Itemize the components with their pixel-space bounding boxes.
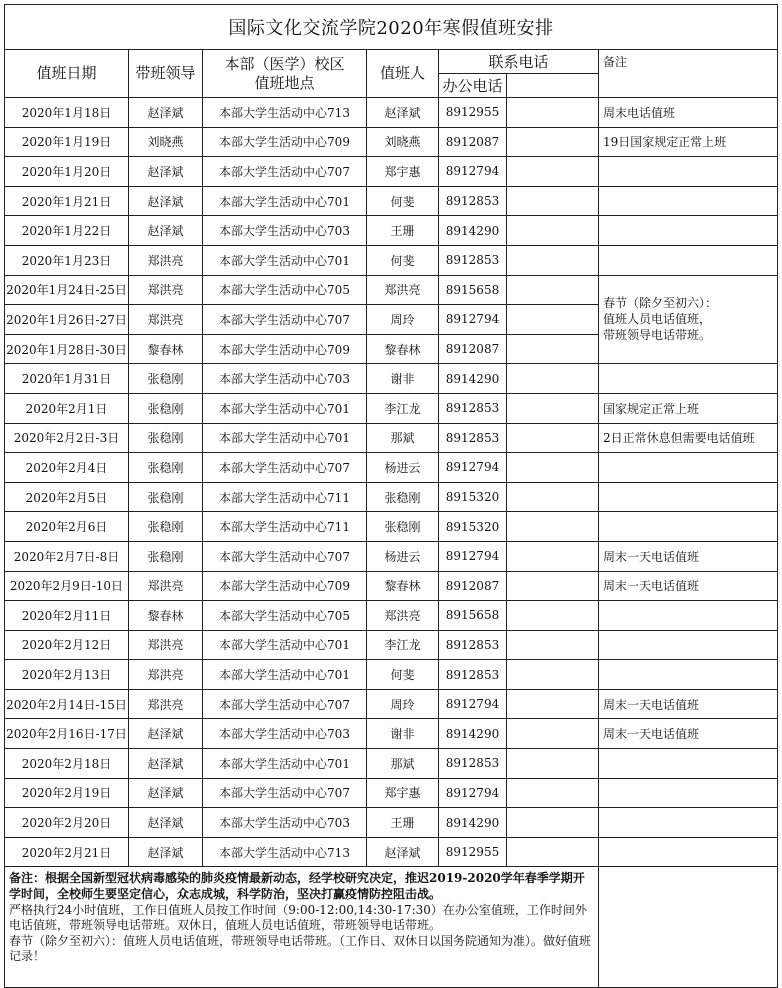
duty-location: 本部大学生活动中心713 [203,98,367,128]
table-row [5,482,778,512]
office-phone: 8915320 [439,512,507,542]
duty-staff: 那斌 [367,423,439,453]
duty-location: 本部大学生活动中心707 [203,305,367,335]
table-row [5,216,778,246]
duty-date: 2020年2月9日-10日 [5,571,129,601]
duty-location: 本部大学生活动中心711 [203,482,367,512]
header-blank [507,74,599,98]
office-phone: 8912853 [439,393,507,423]
duty-date: 2020年2月14日-15日 [5,689,129,719]
duty-location: 本部大学生活动中心701 [203,393,367,423]
duty-staff: 杨进云 [367,541,439,571]
duty-location: 本部大学生活动中心713 [203,837,367,867]
duty-location: 本部大学生活动中心703 [203,364,367,394]
table-row [5,393,778,423]
duty-leader: 郑洪亮 [129,245,203,275]
duty-leader: 郑洪亮 [129,275,203,305]
duty-staff: 那斌 [367,749,439,779]
header-location-line1: 本部（医学）校区 [224,54,345,73]
phone-blank [507,749,599,779]
duty-staff: 何斐 [367,660,439,690]
phone-blank [507,98,599,128]
duty-remark: 周末一天电话值班 [599,541,778,571]
duty-date: 2020年1月21日 [5,186,129,216]
duty-staff: 郑宇惠 [367,778,439,808]
duty-staff: 何斐 [367,245,439,275]
office-phone: 8912794 [439,453,507,483]
phone-blank [507,186,599,216]
office-phone: 8912087 [439,127,507,157]
duty-staff: 周玲 [367,689,439,719]
phone-blank [507,482,599,512]
duty-location: 本部大学生活动中心709 [203,127,367,157]
duty-staff: 郑洪亮 [367,275,439,305]
duty-leader: 张稳刚 [129,364,203,394]
table-row [5,512,778,542]
duty-remark: 19日国家规定正常上班 [599,127,778,157]
duty-date: 2020年2月13日 [5,660,129,690]
duty-date: 2020年2月2日-3日 [5,423,129,453]
office-phone: 8912853 [439,186,507,216]
duty-remark [599,512,778,542]
table-row [5,186,778,216]
duty-date: 2020年2月11日 [5,601,129,631]
duty-staff: 赵泽斌 [367,98,439,128]
duty-remark [599,749,778,779]
footer-notice-bold: 备注：根据全国新型冠状病毒感染的肺炎疫情最新动态，经学校研究决定，推迟2019-2020学年春季学期开学时间，全校师生要坚定信心，众志成城，科学防治，坚决打赢疫情防控阻击战。 [9,871,585,902]
duty-staff: 李江龙 [367,630,439,660]
duty-location: 本部大学生活动中心709 [203,571,367,601]
duty-staff: 王珊 [367,216,439,246]
duty-remark [599,245,778,275]
duty-date: 2020年2月12日 [5,630,129,660]
office-phone: 8912853 [439,660,507,690]
duty-leader: 赵泽斌 [129,808,203,838]
duty-staff: 张稳刚 [367,482,439,512]
duty-leader: 张稳刚 [129,453,203,483]
duty-location: 本部大学生活动中心707 [203,689,367,719]
phone-blank [507,601,599,631]
table-row [5,423,778,453]
duty-location: 本部大学生活动中心703 [203,719,367,749]
duty-remark [599,837,778,867]
duty-leader: 赵泽斌 [129,216,203,246]
table-row [5,157,778,187]
duty-staff: 谢非 [367,719,439,749]
table-row [5,364,778,394]
phone-blank [507,660,599,690]
duty-location: 本部大学生活动中心707 [203,157,367,187]
duty-date: 2020年2月21日 [5,837,129,867]
duty-staff: 杨进云 [367,453,439,483]
duty-leader: 刘晓燕 [129,127,203,157]
duty-remark [599,186,778,216]
office-phone: 8912853 [439,245,507,275]
duty-staff: 郑洪亮 [367,601,439,631]
duty-date: 2020年2月19日 [5,778,129,808]
phone-blank [507,808,599,838]
duty-leader: 张稳刚 [129,393,203,423]
duty-staff: 谢非 [367,364,439,394]
office-phone: 8912853 [439,423,507,453]
duty-date: 2020年2月6日 [5,512,129,542]
header-contact: 联系电话 [439,50,599,74]
duty-remark [599,364,778,394]
duty-date: 2020年1月24日-25日 [5,275,129,305]
duty-date: 2020年1月22日 [5,216,129,246]
office-phone: 8912794 [439,305,507,335]
phone-blank [507,157,599,187]
office-phone: 8912794 [439,541,507,571]
phone-blank [507,512,599,542]
table-row [5,837,778,867]
footer-spring-festival-rule: 春节（除夕至初六）：值班人员电话值班，带班领导电话带班。（工作日、双休日以国务院通知为准）。做好值班记录！ [9,933,592,964]
office-phone: 8915658 [439,601,507,631]
footer-notes [5,867,599,988]
duty-location: 本部大学生活动中心709 [203,334,367,364]
office-phone: 8912853 [439,749,507,779]
table-row [5,245,778,275]
duty-location: 本部大学生活动中心705 [203,275,367,305]
duty-staff: 黎春林 [367,334,439,364]
duty-staff: 赵泽斌 [367,837,439,867]
table-row [5,127,778,157]
duty-location: 本部大学生活动中心705 [203,601,367,631]
spring-festival-remark-line: 值班人员电话值班， [603,312,712,327]
duty-date: 2020年2月1日 [5,393,129,423]
duty-leader: 赵泽斌 [129,749,203,779]
phone-blank [507,364,599,394]
header-location [203,50,367,98]
spring-festival-remark [599,275,778,364]
table-row [5,453,778,483]
office-phone: 8912794 [439,778,507,808]
duty-date: 2020年1月18日 [5,98,129,128]
office-phone: 8914290 [439,719,507,749]
duty-remark: 2日正常休息但需要电话值班 [599,423,778,453]
duty-remark: 周末一天电话值班 [599,571,778,601]
duty-location: 本部大学生活动中心707 [203,453,367,483]
table-row [5,749,778,779]
duty-staff: 周玲 [367,305,439,335]
duty-remark [599,660,778,690]
duty-leader: 赵泽斌 [129,186,203,216]
duty-location: 本部大学生活动中心703 [203,216,367,246]
duty-leader: 黎春林 [129,601,203,631]
duty-leader: 张稳刚 [129,423,203,453]
table-row [5,630,778,660]
footer-duty-rule: 严格执行24小时值班，工作日值班人员按工作时间（9:00-12:00,14:30-17:30）在办公室值班，工作时间外电话值班，带班领导电话带班。双休日，值班人员电话值班，带班领导电话带班。 [9,902,587,933]
duty-leader: 郑洪亮 [129,305,203,335]
duty-remark [599,808,778,838]
phone-blank [507,541,599,571]
duty-date: 2020年2月4日 [5,453,129,483]
phone-blank [507,778,599,808]
duty-staff: 李江龙 [367,393,439,423]
duty-leader: 张稳刚 [129,541,203,571]
duty-date: 2020年2月20日 [5,808,129,838]
office-phone: 8912955 [439,837,507,867]
duty-location: 本部大学生活动中心701 [203,245,367,275]
duty-location: 本部大学生活动中心707 [203,778,367,808]
phone-blank [507,571,599,601]
phone-blank [507,275,599,305]
duty-remark [599,216,778,246]
duty-location: 本部大学生活动中心701 [203,630,367,660]
duty-date: 2020年1月28日-30日 [5,334,129,364]
duty-staff: 黎春林 [367,571,439,601]
duty-leader: 赵泽斌 [129,98,203,128]
table-row [5,275,778,305]
office-phone: 8912794 [439,689,507,719]
header-leader: 带班领导 [129,50,203,98]
duty-leader: 赵泽斌 [129,837,203,867]
duty-date: 2020年1月20日 [5,157,129,187]
duty-leader: 郑洪亮 [129,571,203,601]
header-remark: 备注 [599,50,778,98]
phone-blank [507,837,599,867]
duty-staff: 王珊 [367,808,439,838]
duty-leader: 黎春林 [129,334,203,364]
duty-schedule-table [4,4,778,988]
office-phone: 8914290 [439,364,507,394]
duty-date: 2020年1月31日 [5,364,129,394]
phone-blank [507,423,599,453]
spring-festival-remark-line: 春节（除夕至初六）： [603,296,718,311]
duty-remark [599,453,778,483]
duty-leader: 郑洪亮 [129,630,203,660]
phone-blank [507,216,599,246]
phone-blank [507,630,599,660]
duty-date: 2020年2月16日-17日 [5,719,129,749]
office-phone: 8912794 [439,157,507,187]
duty-remark: 周末一天电话值班 [599,719,778,749]
table-row [5,719,778,749]
duty-location: 本部大学生活动中心703 [203,808,367,838]
phone-blank [507,719,599,749]
duty-leader: 张稳刚 [129,482,203,512]
office-phone: 8915320 [439,482,507,512]
duty-location: 本部大学生活动中心701 [203,660,367,690]
office-phone: 8912853 [439,630,507,660]
phone-blank [507,127,599,157]
footer-blank [599,867,778,988]
office-phone: 8912087 [439,334,507,364]
duty-staff: 何斐 [367,186,439,216]
office-phone: 8912955 [439,98,507,128]
duty-leader: 郑洪亮 [129,689,203,719]
table-row [5,689,778,719]
office-phone: 8914290 [439,808,507,838]
duty-remark: 周末一天电话值班 [599,689,778,719]
duty-remark: 周末电话值班 [599,98,778,128]
duty-remark [599,157,778,187]
duty-staff: 刘晓燕 [367,127,439,157]
duty-date: 2020年2月18日 [5,749,129,779]
spring-festival-remark-line: 带班领导电话带班。 [603,328,712,343]
phone-blank [507,453,599,483]
duty-remark [599,482,778,512]
phone-blank [507,689,599,719]
duty-date: 2020年1月19日 [5,127,129,157]
duty-location: 本部大学生活动中心701 [203,423,367,453]
phone-blank [507,393,599,423]
table-row [5,778,778,808]
table-row [5,601,778,631]
header-office-phone: 办公电话 [439,74,507,98]
duty-date: 2020年1月26日-27日 [5,305,129,335]
duty-leader: 张稳刚 [129,512,203,542]
duty-leader: 赵泽斌 [129,778,203,808]
duty-location: 本部大学生活动中心707 [203,541,367,571]
table-row [5,660,778,690]
header-location-line2: 值班地点 [254,73,315,92]
duty-leader: 赵泽斌 [129,157,203,187]
duty-remark: 国家规定正常上班 [599,393,778,423]
table-row [5,541,778,571]
duty-remark [599,778,778,808]
office-phone: 8912087 [439,571,507,601]
duty-remark [599,630,778,660]
phone-blank [507,334,599,364]
duty-remark [599,601,778,631]
office-phone: 8915658 [439,275,507,305]
duty-staff: 张稳刚 [367,512,439,542]
phone-blank [507,305,599,335]
duty-staff: 郑宇惠 [367,157,439,187]
duty-location: 本部大学生活动中心701 [203,186,367,216]
duty-location: 本部大学生活动中心711 [203,512,367,542]
duty-leader: 赵泽斌 [129,719,203,749]
table-row [5,98,778,128]
header-staff: 值班人 [367,50,439,98]
header-date: 值班日期 [5,50,129,98]
phone-blank [507,245,599,275]
page-title: 国际文化交流学院2020年寒假值班安排 [5,5,778,50]
table-row [5,808,778,838]
duty-date: 2020年2月7日-8日 [5,541,129,571]
duty-date: 2020年2月5日 [5,482,129,512]
duty-leader: 郑洪亮 [129,660,203,690]
duty-location: 本部大学生活动中心701 [203,749,367,779]
table-row [5,571,778,601]
duty-date: 2020年1月23日 [5,245,129,275]
office-phone: 8914290 [439,216,507,246]
